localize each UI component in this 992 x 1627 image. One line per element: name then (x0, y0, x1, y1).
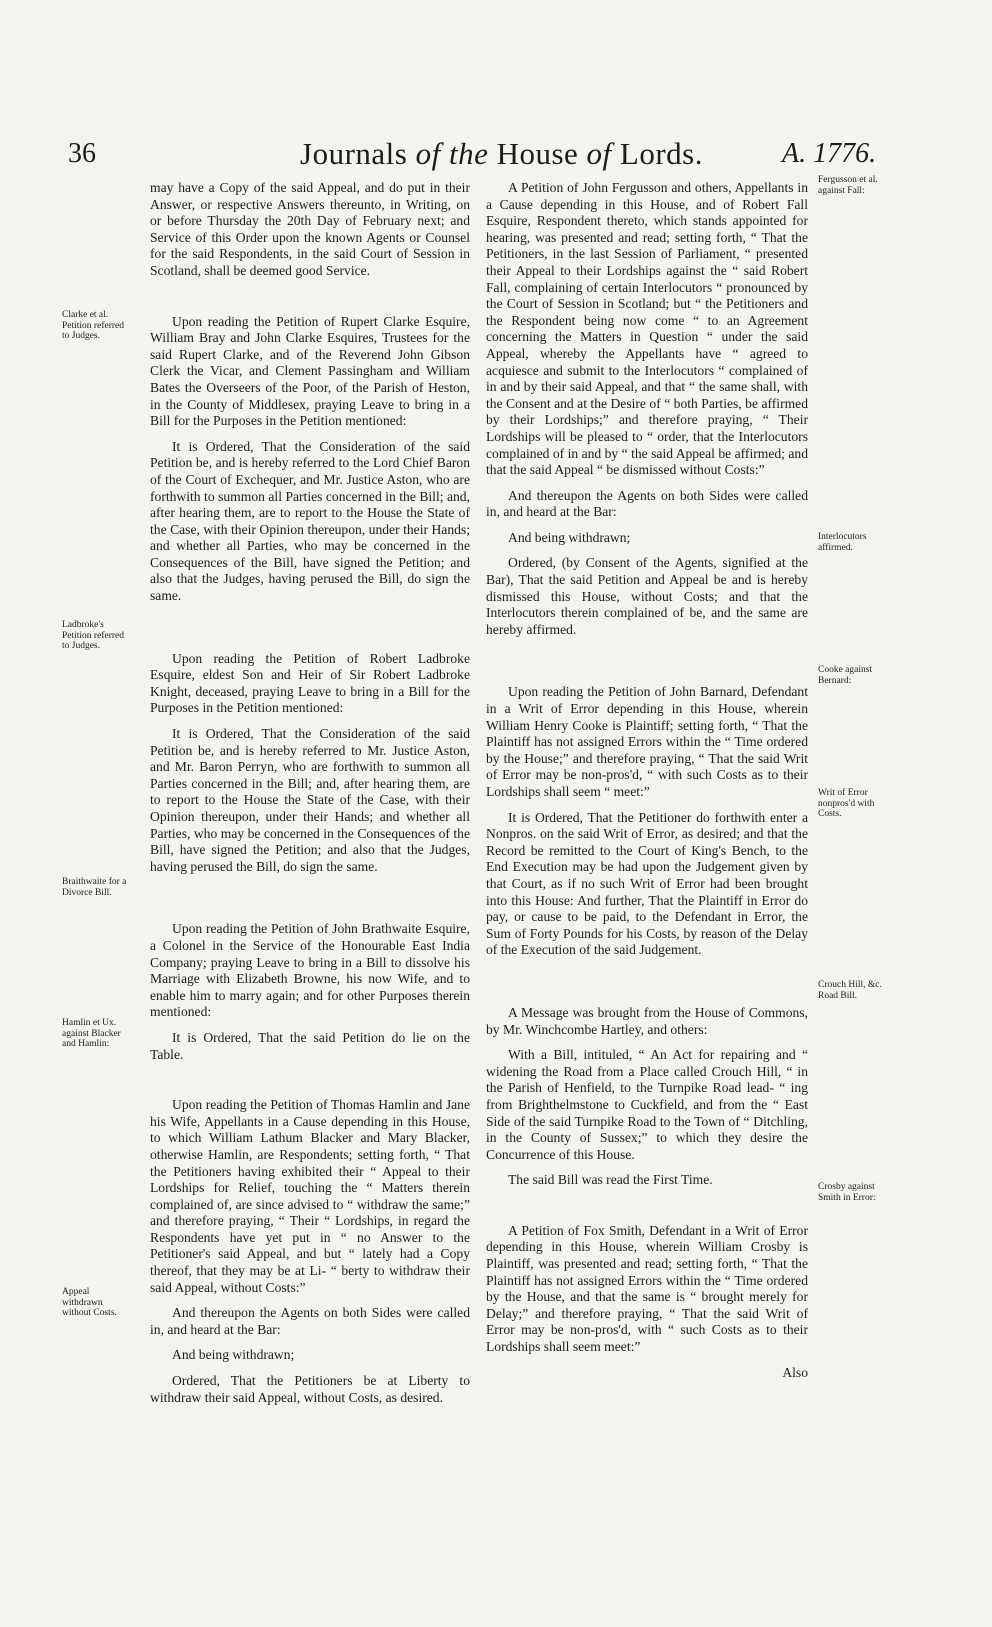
right-column (486, 180, 808, 1390)
margin-note-clarke: Clarke et al. Petition referred to Judges. (62, 310, 124, 341)
margin-note-crouch: Crouch Hill, &c. Road Bill. (818, 980, 882, 1001)
margin-note-crosby: Crosby against Smith in Error: (818, 1182, 876, 1203)
paragraph: It is Ordered, That the Petitioner do forthwith enter a Nonpros. on the said Writ of Error, as desired; and that the Record be remitted to the Court of King's Bench, to the End Execution may be had upon the Judgement given by that Court, as if no such Writ of Error had been brought into this House: And further, That the Plaintiff in Error do pay, or cause to be paid, to the Defendant in Error, the Sum of Forty Pounds for his Costs, by reason of the Delay of the Execution of the said Judgement. (486, 809, 808, 958)
paragraph: Upon reading the Petition of Rupert Clarke Esquire, William Bray and John Clarke Esquires, Trustees for the said Rupert Clarke, and of the Reverend John Gibson Clerk the Vicar, and Clement Passingham and William Bates the Overseers of the Poor, of the Parish of Heston, in the County of Middlesex, praying Leave to bring in a Bill for the Purposes in the Petition mentioned: (150, 313, 470, 429)
paragraph: Ordered, (by Consent of the Agents, signified at the Bar), That the said Petition and Appeal be and is hereby dismissed this House, without Costs; and that the Interlocutors therein complained of be, and the same are hereby affirmed. (486, 555, 808, 637)
title-the: the (448, 136, 489, 171)
left-column (150, 180, 470, 1415)
margin-note-writ-nonpros: Writ of Error nonpros'd with Costs. (818, 788, 875, 819)
page-number: 36 (68, 138, 96, 169)
margin-note-hamlin: Hamlin et Ux. against Blacker and Hamlin: (62, 1018, 121, 1049)
paragraph: It is Ordered, That the said Petition do lie on the Table. (150, 1029, 470, 1062)
paragraph: Ordered, That the Petitioners be at Liberty to withdraw their said Appeal, without Costs, as desired. (150, 1373, 470, 1405)
paragraph: It is Ordered, That the Consideration of the said Petition be, and is hereby referred to Mr. Justice Aston, and Mr. Baron Perryn, who are forthwith to summon all Parties concerned in the Bill; and, after hearing them, are to report to the House the State of the Case, with their Opinion thereupon, under their Hands; and whether all Parties, who may be concerned in the Consequences of the Bill, have signed the Petition; and also that the Judges, having perused the Bill, do sign the same. (150, 726, 470, 874)
paragraph: A Petition of Fox Smith, Defendant in a Writ of Error depending in this House, wherein William Crosby is Plaintiff, was presented and read; setting forth, “ That the Plaintiff has not assigned Errors within the “ Time ordered by the House, and that the same is “ brought merely for Delay;” and therefore praying, “ That the said Writ of Error may be non-pros'd, with “ such Costs as to their Lordships shall seem meet:” (486, 1222, 808, 1355)
margin-note-appeal-withdrawn: Appeal withdrawn without Costs. (62, 1287, 117, 1318)
margin-note-interlocutors: Interlocutors affirmed. (818, 532, 867, 553)
paragraph: Upon reading the Petition of John Brathwaite Esquire, a Colonel in the Service of the Honourable East India Company; praying Leave to bring in a Bill to dissolve his Marriage with Elizabeth Browne, his now Wife, and to enable him to marry again; and for other Purposes therein mentioned: (150, 921, 470, 1020)
title-journals: Journals (300, 136, 408, 171)
paragraph: And being withdrawn; (508, 529, 631, 545)
title-of-2: of (586, 136, 612, 171)
title-lords: Lords. (619, 136, 703, 171)
title-of: of (415, 136, 441, 171)
paragraph: The said Bill was read the First Time. (508, 1172, 713, 1188)
margin-note-ladbroke: Ladbroke's Petition referred to Judges. (62, 620, 124, 651)
year: A. 1776. (782, 138, 877, 169)
paragraph: A Message was brought from the House of Commons, by Mr. Winchcombe Hartley, and others: (486, 1004, 808, 1037)
margin-note-braithwaite: Braithwaite for a Divorce Bill. (62, 877, 127, 898)
paragraph: A Petition of John Fergusson and others, Appellants in a Cause depending in this House, and of Robert Fall Esquire, Respondent thereto, which stands appointed for hearing, was presented and read; setting forth, “ That the Petitioners, in the last Session of Parliament, “ presented their Appeal to their Lordships against the “ said Robert Fall, complaining of certain Interlocutors “ pronounced by the Court of Session in Scotland; but “ the Petitioners and the Respondent being now come “ to an Agreement concerning the Matters in Question “ under the said Appeal, whereby the Appellants have “ agreed to acquiesce and submit to the Interlocutors “ complained of in and by their said Appeal, and that “ the same shall, with the Consent and at the Desire of “ both Parties, be affirmed by their Lordships;” and therefore praying, “ Their Lordships will be pleased to “ order, that the Interlocutors complained of in and by “ the said Appeal be affirmed; and that the said Appeal “ be dismissed without Costs:” (486, 180, 808, 478)
margin-note-cooke: Cooke against Bernard: (818, 665, 873, 686)
paragraph: And thereupon the Agents on both Sides were called in, and heard at the Bar: (486, 487, 808, 520)
paragraph: It is Ordered, That the Consideration of the said Petition be, and is hereby referred to the Lord Chief Baron of the Court of Exchequer, and Mr. Justice Aston, who are forthwith to summon all Parties concerned in the Bill; and, after hearing them, are to report to the House the State of the Case, with their Opinion thereupon, under their Hands; and whether all Parties, who may be concerned in the Consequences of the Bill, have signed the Petition; and also that the Judges, having perused the Bill, do sign the same. (150, 438, 470, 604)
catchword: Also (782, 1364, 808, 1380)
paragraph: Upon reading the Petition of Thomas Hamlin and Jane his Wife, Appellants in a Cause depending in this House, to which William Lathum Blacker and Mary Blacker, otherwise Hamlin, are Respondents; setting forth, “ That the Petitioners having exhibited their “ Appeal to their Lordships for Relief, touching the “ Matters therein complained of, are since advised to “ withdraw the same;” and therefore praying, “ Their “ Lordships, in regard the Respondents have yet put in “ no Answer to the Petitioner's said Appeal, and but “ lately had a Copy thereof, that they may be at Li- “ berty to withdraw their said Appeal, without Costs:” (150, 1097, 470, 1295)
paragraph: And thereupon the Agents on both Sides were called in, and heard at the Bar: (150, 1305, 470, 1337)
paragraph: With a Bill, intituled, “ An Act for repairing and “ widening the Road from a Place called Crouch Hill, “ in the Parish of Henfield, to the Turnpike Road lead- “ ing from Brighthelmstone to Cuckfield, and from the “ East Side of the said Turnpike Road to the Town of “ Ditchling, in the County of Sussex;” to which they desire the Concurrence of this House. (486, 1047, 808, 1162)
running-title (300, 136, 703, 172)
paragraph: And being withdrawn; (172, 1347, 295, 1363)
paragraph: Upon reading the Petition of Robert Ladbroke Esquire, eldest Son and Heir of Sir Robert Ladbroke Knight, deceased, praying Leave to bring in a Bill for the Purposes in the Petition mentioned: (150, 650, 470, 716)
margin-note-fergusson: Fergusson et al. against Fall: (818, 175, 878, 196)
title-house: House (496, 136, 579, 171)
paragraph: may have a Copy of the said Appeal, and do put in their Answer, or respective Answers thereunto, in Writing, on or before Thursday the 20th Day of February next; and Service of this Order upon the known Agents or Counsel for the said Respondents, in the said Court of Session in Scotland, shall be deemed good Service. (150, 180, 470, 278)
paragraph: Upon reading the Petition of John Barnard, Defendant in a Writ of Error depending in this House, wherein William Henry Cooke is Plaintiff; setting forth, “ That the Plaintiff has not assigned Errors within the “ Time ordered by the House;” and therefore praying, “ That the said Writ of Error may be non-pros'd, “ with such Costs as to their Lordships shall seem “ meet:” (486, 684, 808, 799)
